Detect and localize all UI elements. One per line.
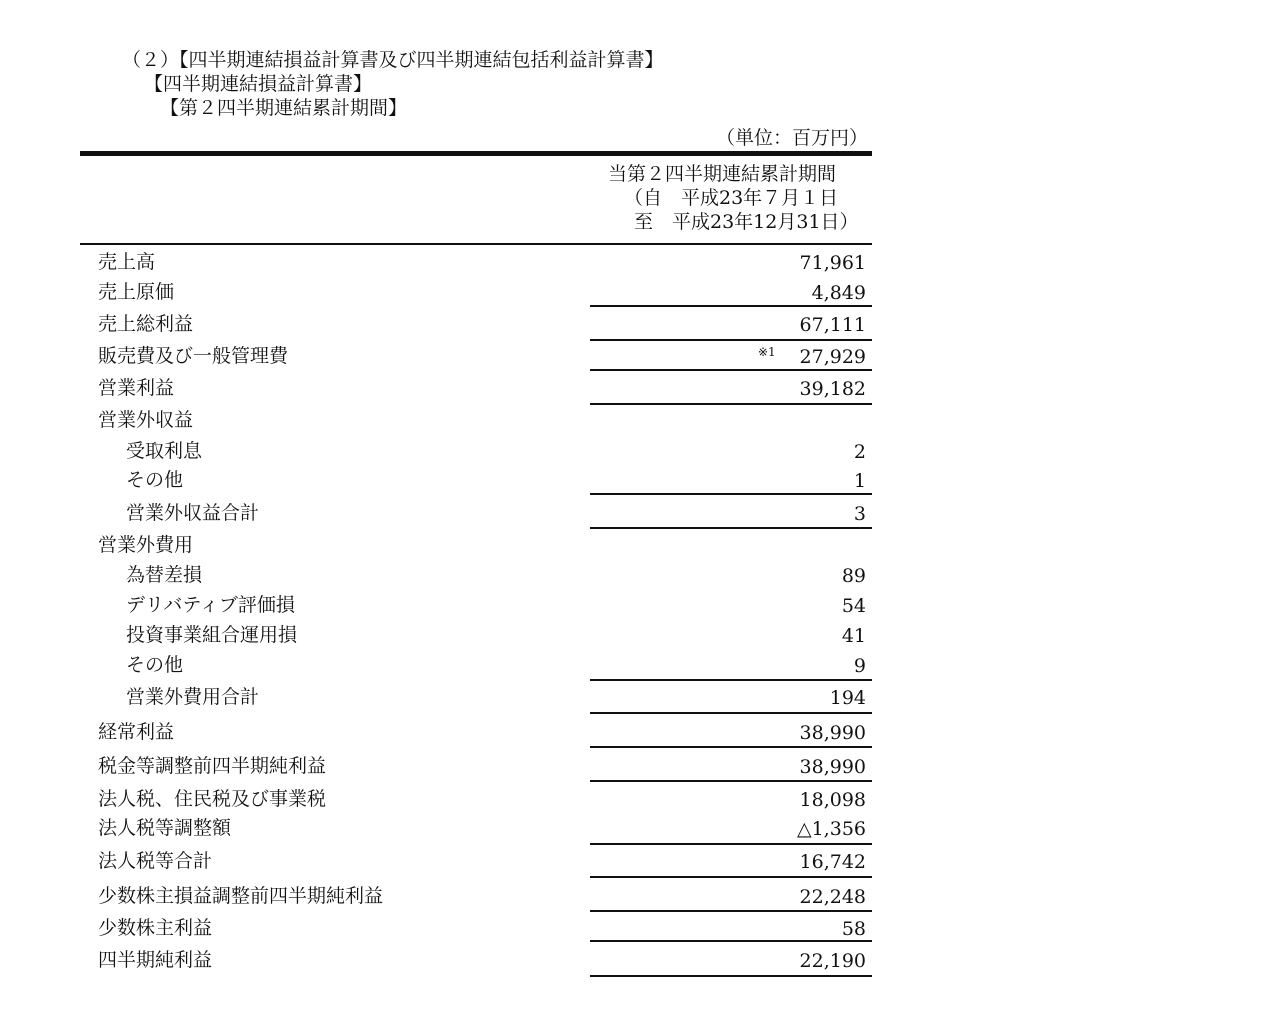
row-label: 売上総利益: [98, 313, 194, 335]
table-top-rule: [80, 151, 872, 156]
period-heading: 【第２四半期連結累計期間】: [160, 97, 408, 119]
table-row: [80, 813, 872, 843]
table-row: [80, 881, 872, 911]
table-row: [80, 465, 872, 495]
subtotal-rule: [590, 493, 872, 495]
table-row: [80, 650, 872, 680]
row-amount: 22,248: [799, 886, 866, 908]
section-heading: （２）【四半期連結損益計算書及び四半期連結包括利益計算書】: [122, 49, 664, 71]
row-label: 為替差損: [126, 564, 203, 586]
row-amount: 67,111: [799, 314, 866, 336]
subtotal-rule: [590, 780, 872, 782]
row-label: その他: [126, 469, 184, 491]
row-label: 税金等調整前四半期純利益: [98, 755, 327, 777]
row-amount: 18,098: [799, 789, 866, 811]
row-amount: 9: [853, 655, 866, 677]
table-row: [80, 341, 872, 371]
row-amount: 71,961: [799, 252, 866, 274]
table-row: [80, 560, 872, 590]
table-row: [80, 436, 872, 466]
row-amount: 22,190: [799, 950, 866, 972]
header-bottom-rule: [80, 243, 872, 245]
subtotal-rule: [590, 369, 872, 371]
row-label: 販売費及び一般管理費: [98, 345, 289, 367]
subtotal-rule: [590, 679, 872, 681]
row-amount: 41: [841, 625, 866, 647]
table-row: [80, 405, 872, 435]
subtotal-rule: [590, 876, 872, 878]
table-row: [80, 784, 872, 814]
column-header-line-3: 至 平成23年12月31日）: [634, 211, 859, 233]
row-amount: 39,182: [799, 378, 866, 400]
table-row: [80, 247, 872, 277]
subtotal-rule: [590, 746, 872, 748]
subtotal-rule: [590, 712, 872, 714]
row-label: 営業外収益: [98, 409, 194, 431]
row-amount: 89: [841, 565, 866, 587]
row-amount: 4,849: [811, 282, 866, 304]
table-row: [80, 620, 872, 650]
table-row: [80, 498, 872, 528]
table-row: [80, 373, 872, 403]
row-label: デリバティブ評価損: [126, 594, 295, 616]
column-header: [590, 162, 872, 234]
row-amount: 16,742: [799, 851, 866, 873]
subtotal-rule: [590, 527, 872, 529]
row-label: 法人税、住民税及び事業税: [98, 788, 327, 810]
row-label: 売上高: [98, 251, 156, 273]
table-row: [80, 530, 872, 560]
row-label: 投資事業組合運用損: [126, 624, 298, 646]
row-amount: 194: [829, 687, 866, 709]
row-label: 営業外費用: [98, 534, 194, 556]
footnote-marker: ※1: [758, 345, 776, 359]
row-label: 受取利息: [126, 440, 203, 462]
row-label: 売上原価: [98, 281, 175, 303]
statement-heading: 【四半期連結損益計算書】: [144, 73, 373, 95]
row-label: 営業利益: [98, 377, 175, 399]
row-amount: 3: [853, 503, 866, 525]
table-row: [80, 945, 872, 975]
table-row: [80, 846, 872, 876]
subtotal-rule: [590, 910, 872, 912]
table-row: [80, 682, 872, 712]
table-row: [80, 277, 872, 307]
row-amount: 38,990: [799, 756, 866, 778]
subtotal-rule: [590, 940, 872, 942]
table-row: [80, 309, 872, 339]
table-row: [80, 717, 872, 747]
table-row: [80, 751, 872, 781]
column-header-line-2: （自 平成23年７月１日: [624, 187, 839, 209]
table-row: [80, 913, 872, 943]
row-label: 法人税等合計: [98, 850, 213, 872]
row-amount: 2: [853, 441, 866, 463]
row-label: 少数株主損益調整前四半期純利益: [98, 885, 384, 907]
row-amount: 1: [853, 470, 866, 492]
subtotal-rule: [590, 305, 872, 307]
column-header-line-1: 当第２四半期連結累計期間: [608, 163, 837, 185]
row-label: 営業外収益合計: [126, 502, 260, 524]
table-row: [80, 590, 872, 620]
row-amount: 38,990: [799, 722, 866, 744]
row-label: その他: [126, 654, 184, 676]
row-amount: 54: [841, 595, 866, 617]
row-amount: △1,356: [796, 818, 866, 840]
total-rule: [590, 975, 872, 977]
row-label: 四半期純利益: [98, 949, 213, 971]
row-label: 法人税等調整額: [98, 817, 232, 839]
unit-label: （単位：百万円）: [716, 127, 869, 149]
row-label: 少数株主利益: [98, 917, 213, 939]
row-amount: 58: [841, 918, 866, 940]
subtotal-rule: [590, 843, 872, 845]
row-label: 経常利益: [98, 721, 175, 743]
row-amount: 27,929: [799, 346, 866, 368]
row-label: 営業外費用合計: [126, 686, 260, 708]
